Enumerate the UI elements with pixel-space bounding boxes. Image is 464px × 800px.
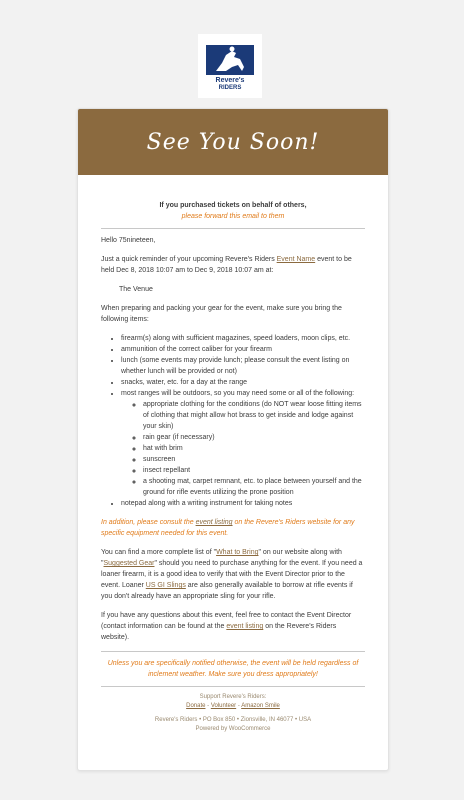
what-to-bring-link[interactable]: What to Bring bbox=[216, 549, 259, 556]
intro-text-2: event to be held Dec 8, 2018 10:07 am to Dec 9, 2018 10:07 am at: bbox=[101, 256, 352, 274]
logo bbox=[198, 34, 262, 98]
more-text-3: " should you need to purchase anything for the event. If you need a loaner firearm, it is a good idea to verify that with the Event Director prior to the event. Loaner bbox=[101, 560, 363, 589]
email-card bbox=[77, 108, 389, 771]
logo-text-1: Revere's bbox=[215, 77, 245, 84]
suggested-gear-link[interactable]: Suggested Gear bbox=[103, 560, 155, 567]
greeting: Hello 75nineteen, bbox=[101, 237, 156, 244]
more-text-2: " on our website along with " bbox=[101, 549, 342, 567]
sub-list-item: ◦ sunscreen bbox=[143, 454, 365, 465]
separator: - bbox=[236, 703, 242, 709]
sub-list-item: ◦ appropriate clothing for the conditions (do NOT wear loose fitting items of clothing that might allow hot brass to get inside and lodge against your skin) bbox=[143, 399, 365, 432]
list-item: • lunch (some events may provide lunch; please consult the event listing on whether lunch will be provided or not) bbox=[121, 355, 365, 377]
consult-text: In addition, please consult the bbox=[101, 519, 196, 526]
packing-intro: When preparing and packing your gear for the event, make sure you bring the following items: bbox=[101, 305, 342, 323]
list-item-text: most ranges will be outdoors, so you may need some or all of the following: bbox=[121, 390, 355, 397]
support-label: Support Revere's Riders: bbox=[199, 694, 267, 700]
sub-list-item: ◦ rain gear (if necessary) bbox=[143, 432, 365, 443]
list-item: • notepad along with a writing instrument for taking notes bbox=[121, 498, 365, 509]
divider bbox=[101, 686, 365, 687]
hero-title: See You Soon! bbox=[146, 129, 320, 155]
questions-paragraph bbox=[101, 610, 365, 643]
notice-line-1: If you purchased tickets on behalf of others, bbox=[159, 202, 307, 209]
powered-by: Powered by WooCommerce bbox=[195, 726, 271, 732]
venue: The Venue bbox=[119, 286, 153, 293]
divider bbox=[101, 228, 365, 229]
footer-links bbox=[101, 702, 365, 711]
intro-paragraph bbox=[101, 254, 365, 276]
event-listing-link[interactable]: event listing bbox=[195, 519, 233, 526]
questions-text: If you have any questions about this event, feel free to contact the Event Director (contact information can be found at the bbox=[101, 612, 352, 630]
list-item bbox=[121, 388, 365, 498]
logo-text-2: RIDERS bbox=[218, 85, 242, 91]
list-item: • ammunition of the correct caliber for your firearm bbox=[121, 344, 365, 355]
email-body bbox=[78, 175, 388, 734]
logo-emblem bbox=[202, 41, 258, 91]
us-gi-slings-link[interactable]: US GI Slings bbox=[145, 582, 186, 589]
amazon-smile-link[interactable]: Amazon Smile bbox=[241, 703, 280, 709]
event-listing-link-2[interactable]: event listing bbox=[226, 623, 264, 630]
questions-text-2: on the Revere's Riders website). bbox=[101, 623, 337, 641]
forward-notice bbox=[101, 200, 365, 222]
consult-paragraph bbox=[101, 517, 365, 539]
sub-list-item: ◦ a shooting mat, carpet remnant, etc. to place between yourself and the ground for rifle events utilizing the prone position bbox=[143, 476, 365, 498]
sub-list-item: ◦ insect repellant bbox=[143, 465, 365, 476]
more-text-1: You can find a more complete list of " bbox=[101, 549, 217, 556]
sub-list-item: ◦ hat with brim bbox=[143, 443, 365, 454]
footer-address: Revere's Riders • PO Box 850 • Zionsville, IN 46077 • USA bbox=[154, 717, 312, 723]
intro-text: Just a quick reminder of your upcoming Revere's Riders bbox=[101, 256, 277, 263]
weather-notice: Unless you are specifically notified otherwise, the event will be held regardless of inclement weather. Make sure you dress appropriately! bbox=[107, 660, 359, 678]
consult-text-2: on the Revere's Riders website for any specific equipment needed for this event. bbox=[101, 519, 355, 537]
list-item: • snacks, water, etc. for a day at the range bbox=[121, 377, 365, 388]
gear-list bbox=[101, 333, 365, 509]
event-name-link[interactable]: Event Name bbox=[276, 256, 316, 263]
divider bbox=[101, 651, 365, 652]
separator: - bbox=[205, 703, 211, 709]
notice-line-2: please forward this email to them bbox=[181, 213, 285, 220]
outdoor-sublist bbox=[121, 399, 365, 498]
more-list-paragraph bbox=[101, 547, 365, 602]
donate-link[interactable]: Donate bbox=[186, 703, 206, 709]
more-text-4: are also generally available to borrow at rifle events if you don't already have an appropriate sling for your rifle. bbox=[101, 582, 353, 600]
footer bbox=[101, 693, 365, 734]
hero-banner bbox=[78, 109, 388, 175]
list-item: • firearm(s) along with sufficient magazines, speed loaders, moon clips, etc. bbox=[121, 333, 365, 344]
volunteer-link[interactable]: Volunteer bbox=[210, 703, 237, 709]
